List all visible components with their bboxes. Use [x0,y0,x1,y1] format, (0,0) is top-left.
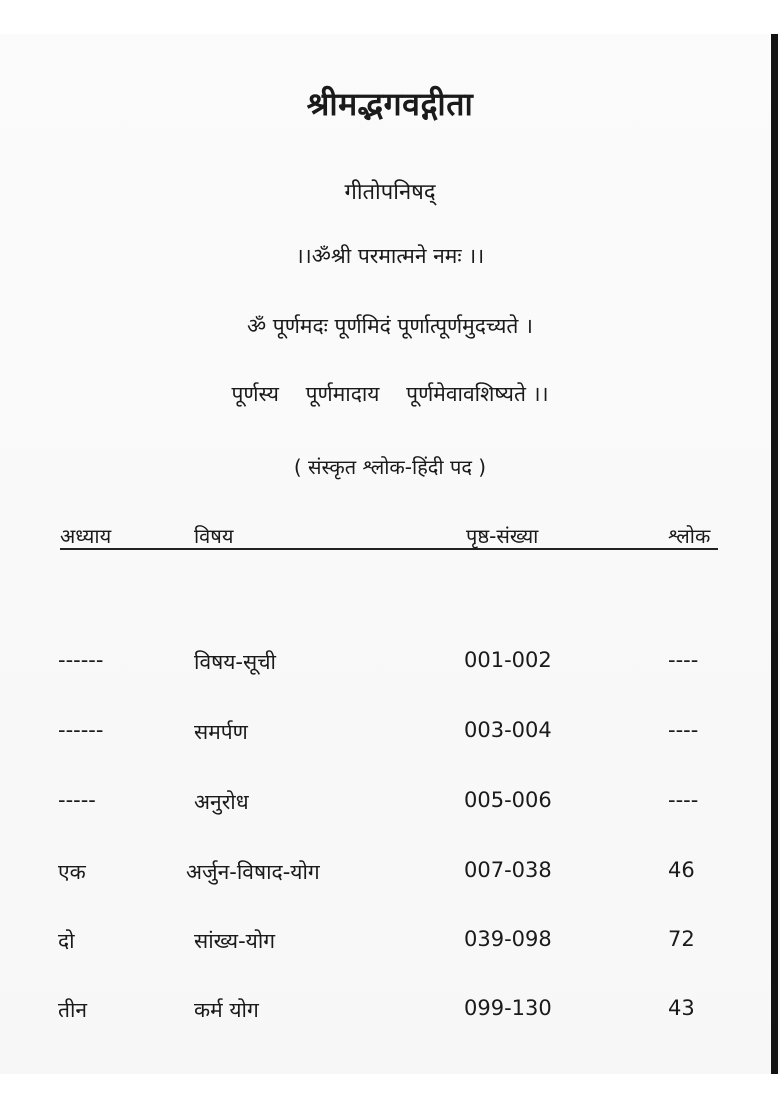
row-shlokas: 46 [668,858,695,882]
row-chapter: दो [58,929,75,953]
row-shlokas: ---- [668,718,699,742]
row-shlokas: 43 [668,996,695,1020]
row-subject: अनुरोध [194,790,249,814]
row-pages: 099-130 [464,996,552,1020]
row-pages: 003-004 [464,718,552,742]
row-pages: 001-002 [464,648,552,672]
row-chapter: ----- [58,788,96,812]
table-row [0,927,780,961]
table-row [0,788,780,822]
row-shlokas: ---- [668,788,699,812]
verse-line-2: पूर्णस्य पूर्णमादाय पूर्णमेवावशिष्यते ।। [231,382,549,406]
header-pages: पृष्ठ-संख्या [466,524,539,548]
table-row [0,648,780,682]
header-underline [60,548,718,550]
top-margin [0,0,780,34]
row-shlokas: ---- [668,648,699,672]
row-chapter: तीन [58,998,88,1022]
table-row [0,858,780,892]
row-subject: समर्पण [194,720,248,744]
table-row [0,996,780,1030]
header-chapter: अध्याय [60,524,112,548]
row-pages: 007-038 [464,858,552,882]
verse-line-1: ॐ पूर्णमदः पूर्णमिदं पूर्णात्पूर्णमुदच्यते । [246,314,533,338]
row-shlokas: 72 [668,927,695,951]
row-chapter: ------ [58,718,104,742]
row-chapter: एक [58,860,86,884]
header-subject: विषय [194,524,234,548]
table-row [0,718,780,752]
page-title: श्रीमद्भगवद्गीता [306,85,474,123]
header-shlokas: श्लोक [668,524,711,548]
row-pages: 039-098 [464,927,552,951]
row-subject: विषय-सूची [194,650,276,674]
row-subject: अर्जुन-विषाद-योग [186,860,320,884]
page-subtitle: गीतोपनिषद् [344,180,436,205]
format-note: ( संस्कृत श्लोक-हिंदी पद ) [293,455,487,479]
invocation-line: ।।ॐश्री परमात्मने नमः ।। [295,244,485,268]
row-subject: कर्म योग [194,998,259,1022]
row-subject: सांख्य-योग [194,929,276,953]
row-pages: 005-006 [464,788,552,812]
bottom-margin [0,1074,780,1108]
row-chapter: ------ [58,648,104,672]
